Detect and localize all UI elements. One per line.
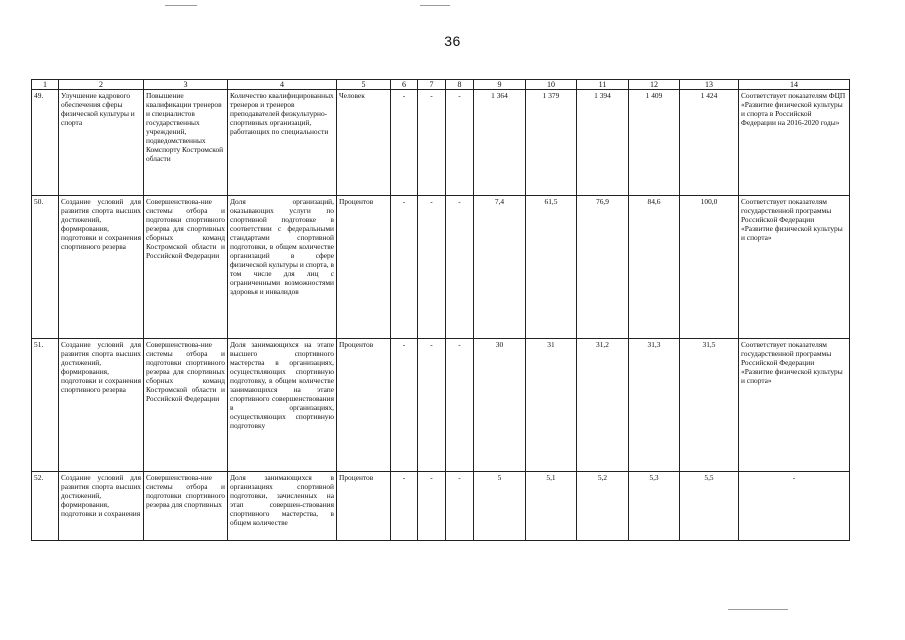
unit-cell: Процентов [337, 472, 391, 541]
column-header: 4 [228, 80, 337, 90]
value-cell: 31,2 [577, 339, 629, 472]
value-cell: - [446, 196, 474, 339]
indicators-table [31, 79, 850, 541]
task-cell: Повышение квалификации тренеров и специалистов государственных учреждений, подведомственных Комспорту Костромской области [144, 90, 228, 196]
goal-cell: Создание условий для развития спорта высших достижений, формирования, подготовки и сохранения спортивного резерва [59, 196, 144, 339]
note-cell: Соответствует показателям государственной программы Российской Федерации «Развитие физической культуры и спорта» [739, 339, 850, 472]
row-number: 50. [32, 196, 59, 339]
table-row [32, 339, 850, 472]
value-cell: 84,6 [629, 196, 680, 339]
indicator-cell: Доля занимающихся на этапе высшего спортивного мастерства в организациях, осуществляющих спортивную подготовку, в общем количестве занимающихся на этапе спортивного совершенствования в организациях, осуществляющих спортивную подготовку [228, 339, 337, 472]
column-header: 13 [680, 80, 739, 90]
table-header-row [32, 80, 850, 90]
row-number: 51. [32, 339, 59, 472]
task-cell: Совершенствова-ние системы отбора и подготовки спортивного резерва для спортивных сборных команд Костромской области и Российской Федерации [144, 196, 228, 339]
column-header: 8 [446, 80, 474, 90]
value-cell: - [418, 196, 446, 339]
task-cell: Совершенствова-ние системы отбора и подготовки спортивного резерва для спортивных сборных команд Костромской области и Российской Федерации [144, 339, 228, 472]
value-cell: - [446, 339, 474, 472]
value-cell: 1 364 [474, 90, 526, 196]
column-header: 11 [577, 80, 629, 90]
value-cell: - [391, 196, 418, 339]
column-header: 9 [474, 80, 526, 90]
value-cell: 5,3 [629, 472, 680, 541]
column-header: 2 [59, 80, 144, 90]
value-cell: - [446, 90, 474, 196]
column-header: 5 [337, 80, 391, 90]
scan-mark-left [165, 5, 197, 6]
goal-cell: Улучшение кадрового обеспечения сферы физической культуры и спорта [59, 90, 144, 196]
value-cell: - [391, 90, 418, 196]
unit-cell: Человек [337, 90, 391, 196]
indicator-cell: Количество квалифицированных тренеров и тренеров преподавателей физкультурно-спортивных организаций, работающих по специальности [228, 90, 337, 196]
value-cell: 1 394 [577, 90, 629, 196]
value-cell: 5,5 [680, 472, 739, 541]
value-cell: 7,4 [474, 196, 526, 339]
value-cell: 1 379 [526, 90, 577, 196]
value-cell: 5 [474, 472, 526, 541]
value-cell: 1 424 [680, 90, 739, 196]
value-cell: 31,5 [680, 339, 739, 472]
column-header: 12 [629, 80, 680, 90]
row-number: 52. [32, 472, 59, 541]
value-cell: - [418, 339, 446, 472]
value-cell: 100,0 [680, 196, 739, 339]
indicator-cell: Доля занимающихся в организациях спортивной подготовки, зачисленных на этап совершен-ствования спортивного мастерства, в общем количестве [228, 472, 337, 541]
note-cell: Соответствует показателям государственной программы Российской Федерации «Развитие физической культуры и спорта» [739, 196, 850, 339]
indicator-cell: Доля организаций, оказывающих услуги по спортивной подготовке в соответствии с федеральными стандартами спортивной подготовки, в общем количестве организаций в сфере физической культуры и спорта, в том числе для лиц с ограниченными возможностями здоровья и инвалидов [228, 196, 337, 339]
table-row [32, 90, 850, 196]
unit-cell: Процентов [337, 196, 391, 339]
table-row [32, 196, 850, 339]
scan-mark-right [420, 5, 450, 6]
value-cell: 31 [526, 339, 577, 472]
value-cell: - [418, 472, 446, 541]
unit-cell: Процентов [337, 339, 391, 472]
value-cell: 5,1 [526, 472, 577, 541]
scan-mark-bottom [728, 609, 788, 610]
goal-cell: Создание условий для развития спорта высших достижений, формирования, подготовки и сохранения спортивного резерва [59, 339, 144, 472]
goal-cell: Создание условий для развития спорта высших достижений, формирования, подготовки и сохранения [59, 472, 144, 541]
column-header: 7 [418, 80, 446, 90]
note-cell: - [739, 472, 850, 541]
column-header: 6 [391, 80, 418, 90]
value-cell: - [391, 472, 418, 541]
column-header: 14 [739, 80, 850, 90]
value-cell: 31,3 [629, 339, 680, 472]
page-number: 36 [444, 33, 461, 49]
column-header: 3 [144, 80, 228, 90]
value-cell: - [391, 339, 418, 472]
row-number: 49. [32, 90, 59, 196]
task-cell: Совершенствова-ние системы отбора и подготовки спортивного резерва для спортивных [144, 472, 228, 541]
table-row [32, 472, 850, 541]
column-header: 10 [526, 80, 577, 90]
column-header: 1 [32, 80, 59, 90]
value-cell: 5,2 [577, 472, 629, 541]
value-cell: 76,9 [577, 196, 629, 339]
value-cell: 61,5 [526, 196, 577, 339]
value-cell: - [446, 472, 474, 541]
value-cell: 1 409 [629, 90, 680, 196]
note-cell: Соответствует показателям ФЦП «Развитие физической культуры и спорта в Российской Федерации на 2016-2020 годы» [739, 90, 850, 196]
value-cell: 30 [474, 339, 526, 472]
value-cell: - [418, 90, 446, 196]
